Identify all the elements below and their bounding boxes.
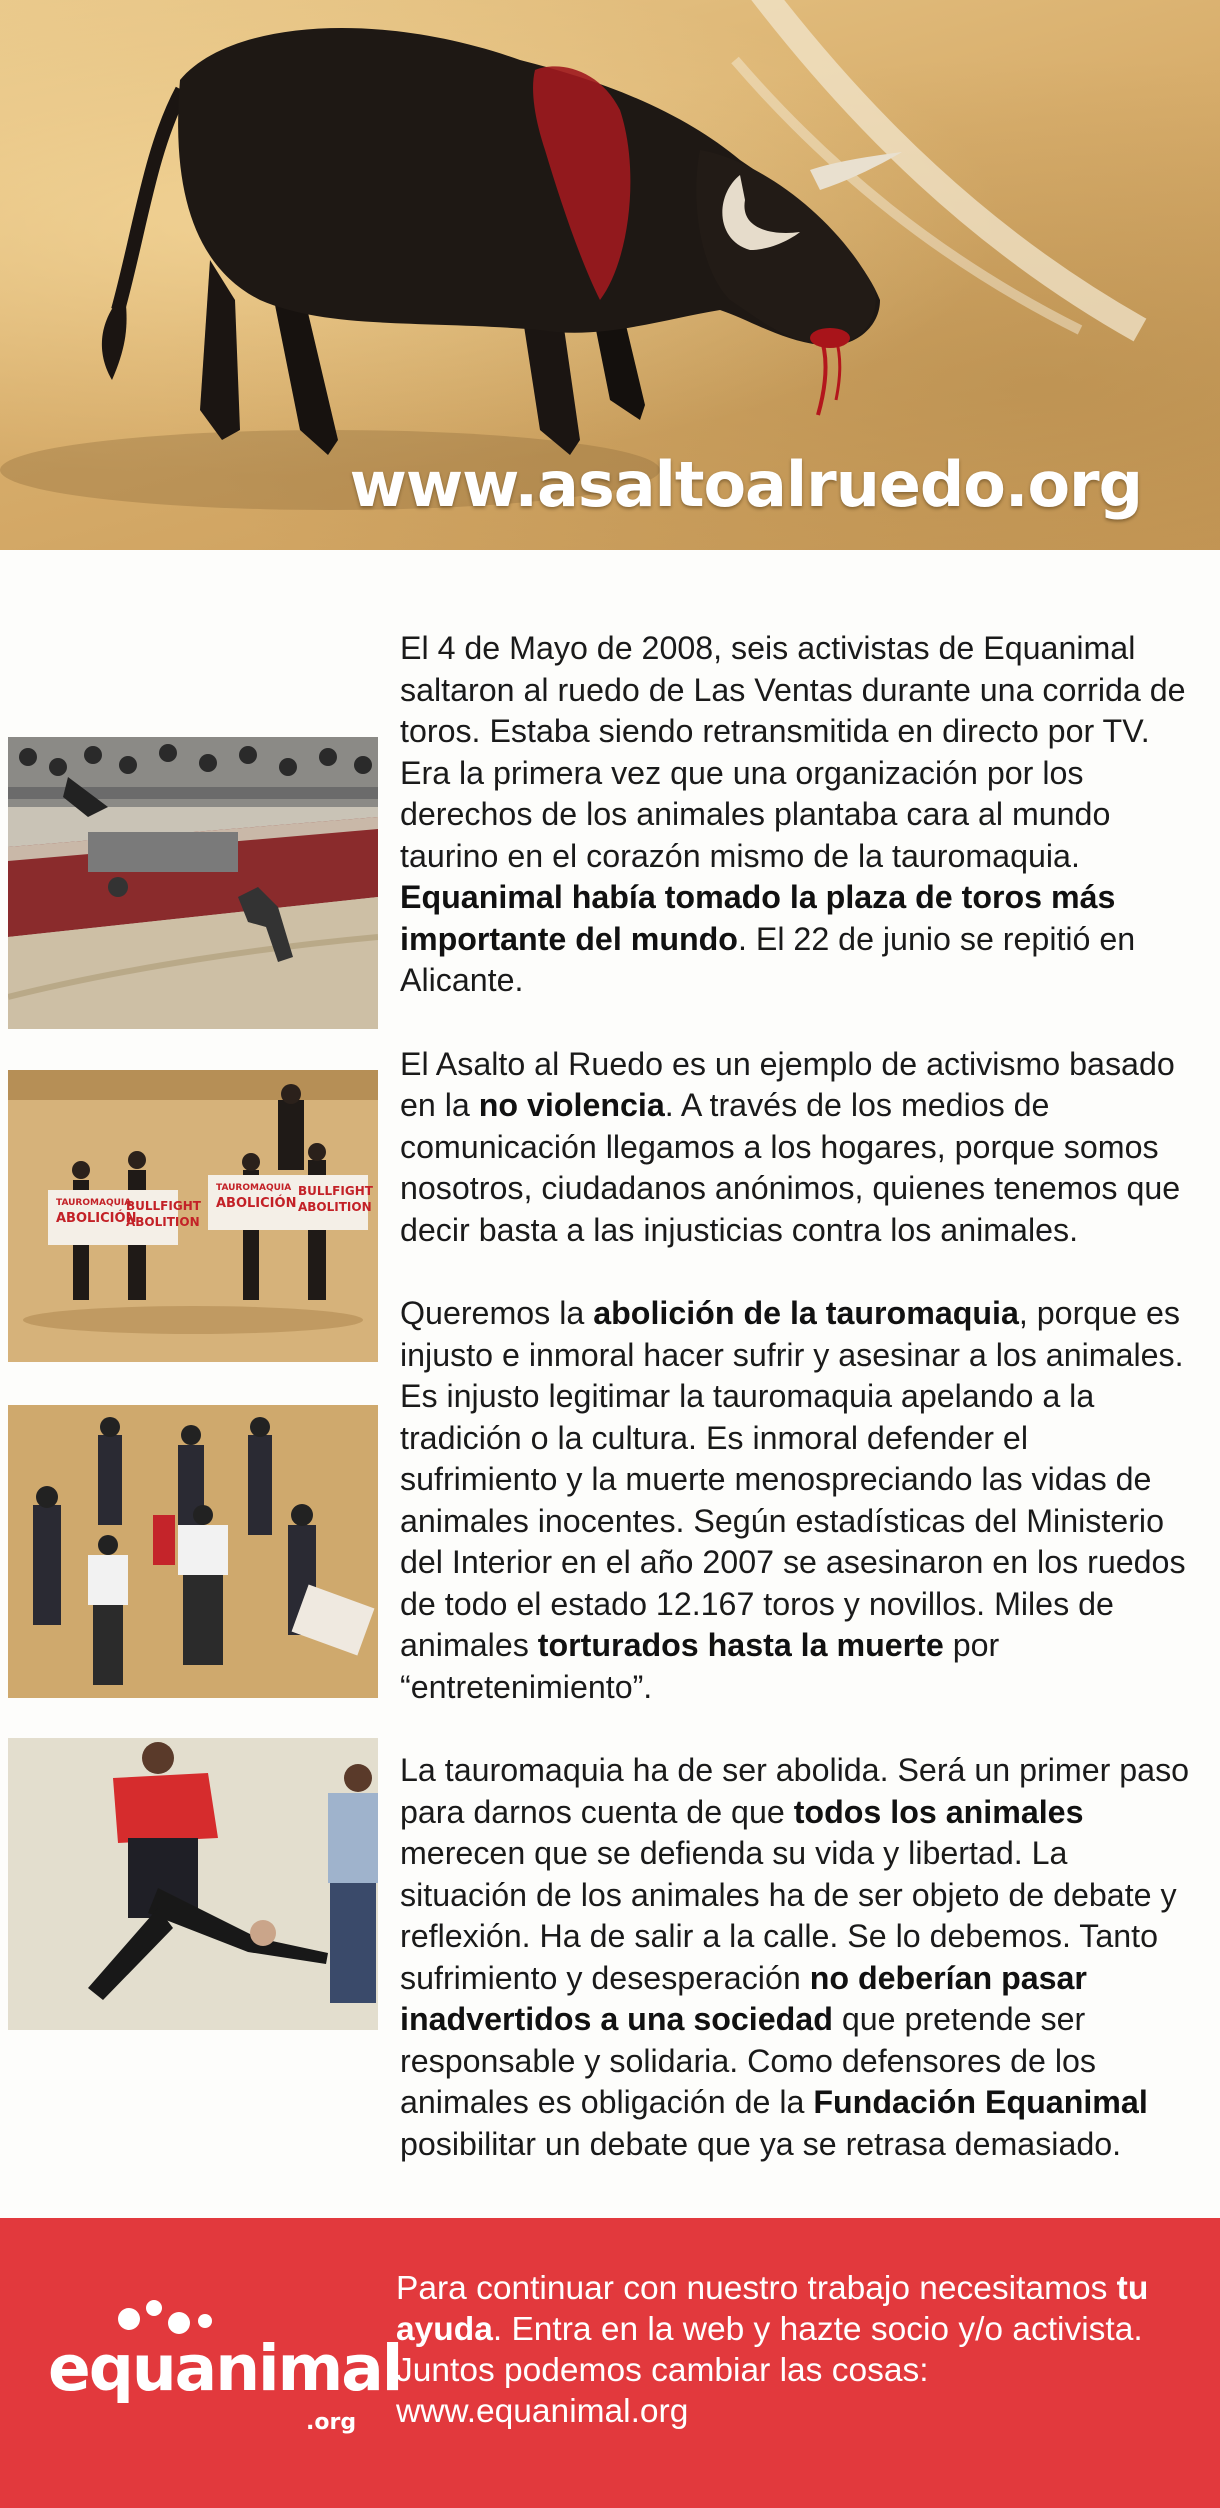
banner-text: ABOLICIÓN — [216, 1196, 297, 1211]
p4-bold-1: todos los animales — [793, 1793, 1084, 1830]
banner-text: ABOLITION — [126, 1215, 200, 1229]
banner-text: TAUROMAQUIA — [216, 1183, 292, 1193]
p3-bold-2: torturados hasta la muerte — [537, 1627, 944, 1663]
logo-dot — [118, 2308, 140, 2330]
photo-police-intervention — [8, 1405, 378, 1698]
photo-abolition-banners — [8, 1070, 378, 1362]
footer-text-1: Para continuar con nuestro trabajo necesitamos — [396, 2270, 1117, 2307]
p2-text-1: El Asalto al Ruedo es un ejemplo de activismo basado en la — [400, 1045, 1175, 1123]
website-url[interactable]: www.asaltoalruedo.org — [349, 448, 1142, 521]
p1-bold-1: Equanimal había tomado la plaza de toros más importante del mundo — [400, 879, 1116, 957]
banner-text: ABOLITION — [298, 1200, 372, 1214]
banner-text: ABOLICIÓN — [56, 1211, 137, 1226]
p2-bold-1: no violencia — [478, 1087, 665, 1123]
banner-text: BULLFIGHT — [298, 1184, 373, 1198]
paragraph-2 — [400, 1044, 1190, 1252]
footer-banner — [0, 2218, 1220, 2508]
p4-text-2: merecen que se defienda su vida y libertad. La situación de los animales ha de ser objeto de debate y reflexión. Ha de salir a la calle. Se lo debemos. Tanto sufrimiento y desesperación — [400, 1835, 1177, 1996]
footer-bold-1: tu ayuda — [396, 2270, 1149, 2348]
logo-wordmark: equanimal — [48, 2332, 402, 2405]
logo-dot — [168, 2312, 190, 2334]
p3-bold-1: abolición de la tauromaquia — [593, 1295, 1019, 1331]
p4-bold-2: no deberían pasar inadvertidos a una sociedad — [400, 1959, 1087, 2037]
p1-text-1: El 4 de Mayo de 2008, seis activistas de Equanimal saltaron al ruedo de Las Ventas durante una corrida de toros. Estaba siendo retransmitida en directo por TV. Era la primera vez que una organización por los derechos de los animales plantaba cara al mundo taurino en el corazón mismo de la tauromaquia. — [400, 630, 1186, 874]
logo-dot — [146, 2300, 162, 2316]
paragraph-3 — [400, 1293, 1190, 1708]
hero-bull-photo — [0, 0, 1220, 550]
logo-org-suffix: .org — [306, 2410, 357, 2435]
p3-text-3: por “entretenimiento”. — [400, 1627, 1000, 1705]
p3-text-2: , porque es injusto e inmoral hacer sufrir y asesinar a los animales. Es injusto legitimar la tauromaquia apelando a la tradición o la cultura. Es inmoral defender el sufrimiento y la muerte menospreciando las vidas de animales inocentes. Según estadísticas del Ministerio del Interior en el año 2007 se asesinaron en los ruedos de todo el estado 12.167 toros y novillos. Miles de animales — [400, 1295, 1186, 1663]
article-body — [400, 628, 1190, 2207]
p2-text-2: . A través de los medios de comunicación llegamos a los hogares, porque somos nosotros, ciudadanos anónimos, quienes tenemos que decir basta a las injusticias contra los animales. — [400, 1087, 1181, 1248]
p4-text-1: La tauromaquia ha de ser abolida. Será un primer paso para darnos cuenta de que — [400, 1752, 1190, 1830]
paragraph-4 — [400, 1750, 1190, 2165]
photo-activist-dragged — [8, 1738, 378, 2030]
banner-text: TAUROMAQUIA — [56, 1198, 132, 1208]
paragraph-1 — [400, 628, 1190, 1002]
p4-text-3: que pretende ser responsable y solidaria. Como defensores de los animales es obligación de la — [400, 2001, 1096, 2120]
p3-text-1: Queremos la — [400, 1295, 594, 1331]
p4-text-4: posibilitar un debate que ya se retrasa demasiado. — [400, 2125, 1122, 2162]
equanimal-logo[interactable] — [44, 2298, 402, 2448]
footer-text-2: . Entra en la web y hazte socio y/o activista. Juntos podemos cambiar las cosas: www.equanimal.org — [396, 2311, 1143, 2430]
p1-text-2: . El 22 de junio se repitió en Alicante. — [400, 920, 1136, 998]
banner-text: BULLFIGHT — [126, 1199, 201, 1213]
photo-bullring-jump — [8, 737, 378, 1029]
p4-bold-3: Fundación Equanimal — [813, 2084, 1148, 2120]
logo-dot — [198, 2314, 212, 2328]
footer-call-to-action — [396, 2268, 1196, 2432]
